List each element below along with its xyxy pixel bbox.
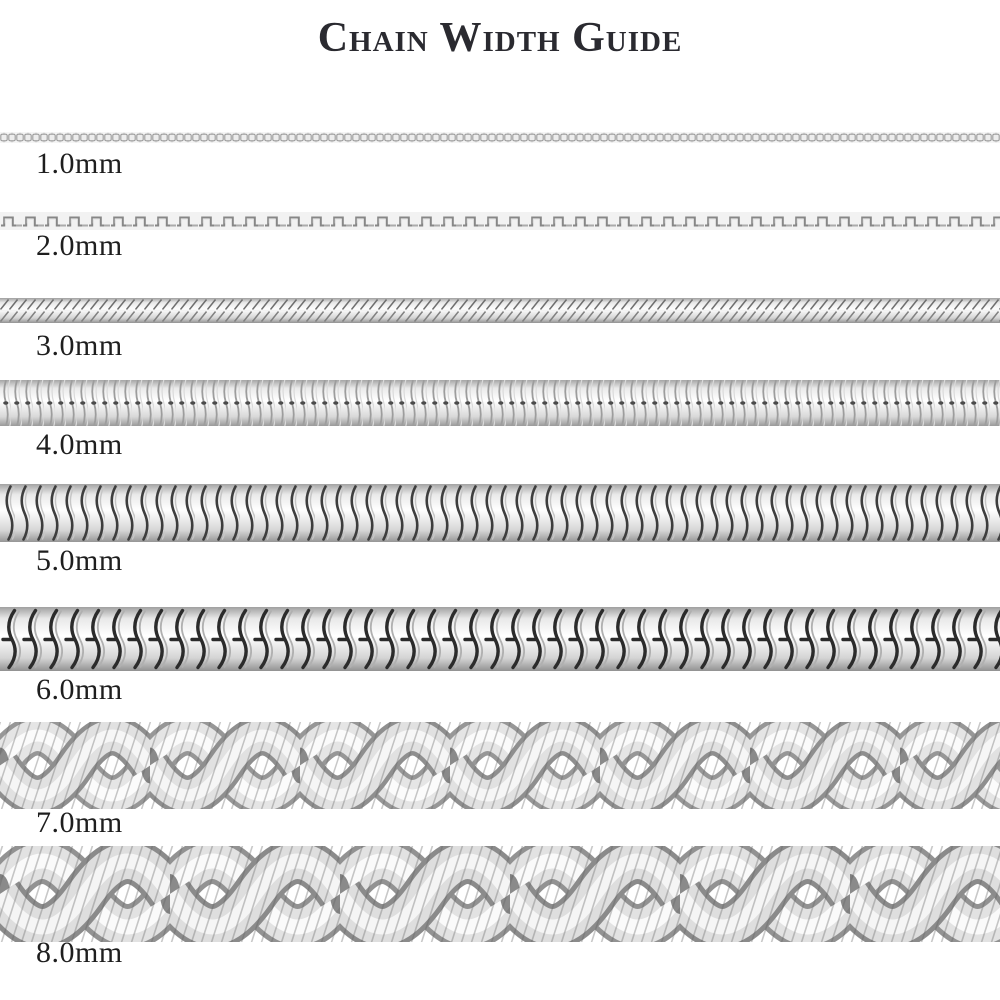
chain-width-label: 8.0mm	[36, 936, 123, 969]
page-title: Chain Width Guide	[317, 15, 683, 61]
chain-width-label: 6.0mm	[36, 673, 123, 706]
chain-width-label: 2.0mm	[36, 229, 123, 262]
chain-width-label: 7.0mm	[36, 806, 123, 839]
chain-width-label: 5.0mm	[36, 544, 123, 577]
chain-image-2mm	[0, 212, 1000, 230]
chain-image-1mm	[0, 132, 1000, 143]
chain-image-7mm	[0, 722, 1000, 809]
chain-image-5mm	[0, 484, 1000, 542]
chain-image-6mm	[0, 607, 1000, 671]
chain-image-4mm	[0, 380, 1000, 426]
chain-width-label: 3.0mm	[36, 329, 123, 362]
chain-image-3mm	[0, 298, 1000, 323]
chain-width-label: 1.0mm	[36, 147, 123, 180]
chain-image-8mm	[0, 846, 1000, 942]
chain-width-label: 4.0mm	[36, 428, 123, 461]
